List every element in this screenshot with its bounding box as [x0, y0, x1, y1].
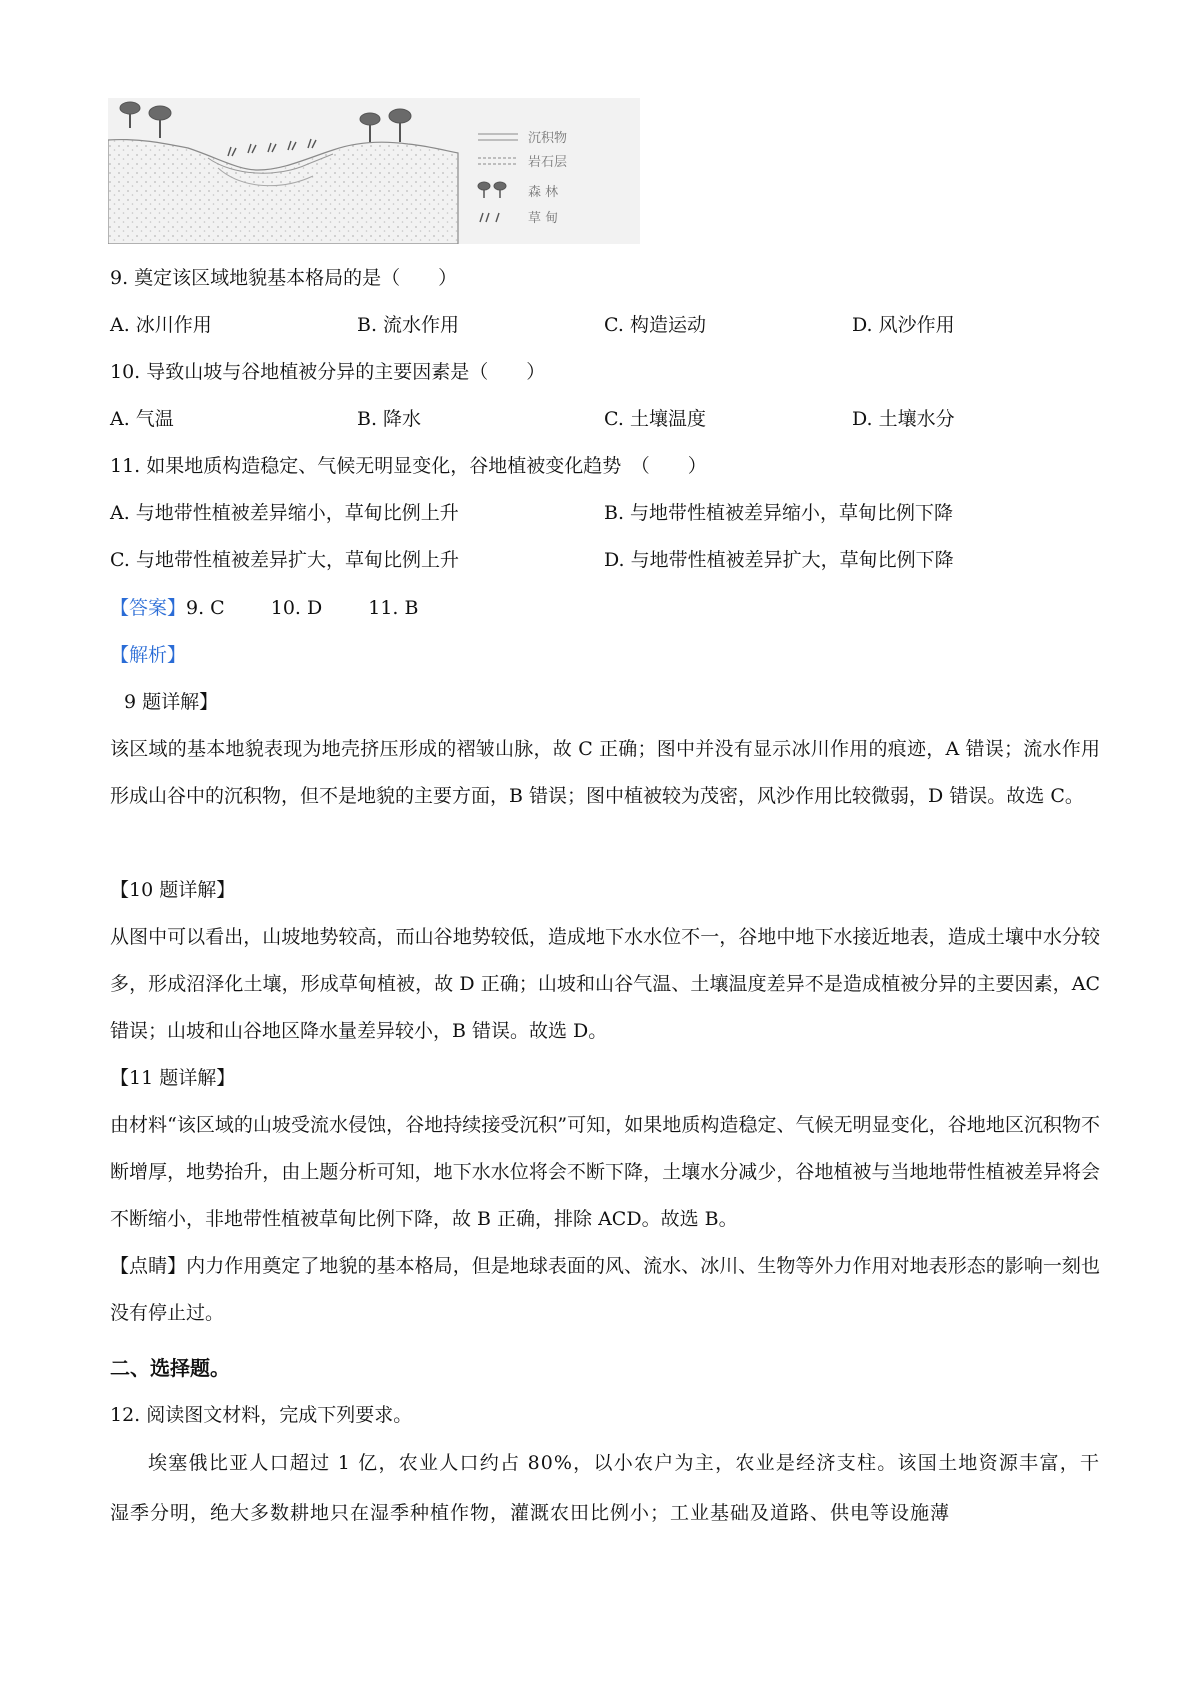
legend-forest-label: 森 林: [528, 185, 559, 200]
q11-option-b[interactable]: B. 与地带性植被差异缩小，草甸比例下降: [604, 502, 954, 524]
section-2-title: 二、选择题。: [110, 1356, 230, 1380]
detail-10-text: 从图中可以看出，山坡地势较高，而山谷地势较低，造成地下水水位不一，谷地中地下水接近地表，造成土壤中水分较多，形成沼泽化土壤，形成草甸植被，故 D 正确；山坡和山谷气温、土壤温度差异不是造成植被分异的主要因素，AC 错误；山坡和山谷地区降水量差异较小，B 错误。故选 D。: [110, 926, 1100, 1042]
answer-10: 10. D: [270, 597, 323, 619]
q11-option-c[interactable]: C. 与地带性植被差异扩大，草甸比例上升: [110, 549, 459, 571]
question-12-material: 埃塞俄比亚人口超过 1 亿，农业人口约占 80%，以小农户为主，农业是经济支柱。该国土地资源丰富，干湿季分明，绝大多数耕地只在湿季种植作物，灌溉农田比例小；工业基础及道路、供电等设施薄: [110, 1452, 1100, 1524]
q10-option-c[interactable]: C. 土壤温度: [604, 408, 706, 430]
q10-option-a[interactable]: A. 气温: [110, 408, 174, 430]
valley-cross-section-figure: [108, 98, 640, 244]
q9-option-d[interactable]: D. 风沙作用: [852, 314, 955, 336]
question-9-stem: 9. 奠定该区域地貌基本格局的是（ ）: [110, 267, 458, 289]
q9-option-c[interactable]: C. 构造运动: [604, 314, 706, 336]
detail-11-text: 由材料“该区域的山坡受流水侵蚀，谷地持续接受沉积”可知，如果地质构造稳定、气候无明显变化，谷地地区沉积物不断增厚，地势抬升，由上题分析可知，地下水水位将会不断下降，土壤水分减少，谷地植被与当地地带性植被差异将会不断缩小，非地带性植被草甸比例下降，故 B 正确，排除 ACD。故选 B。: [110, 1114, 1100, 1230]
legend-rock-label: 岩石层: [528, 155, 568, 170]
question-11-stem: 11. 如果地质构造稳定、气候无明显变化，谷地植被变化趋势 （ ）: [110, 455, 707, 477]
q10-option-b[interactable]: B. 降水: [357, 408, 422, 430]
point-text: 内力作用奠定了地貌的基本格局，但是地球表面的风、流水、冰川、生物等外力作用对地表形态的影响一刻也没有停止过。: [110, 1255, 1100, 1324]
q9-option-a[interactable]: A. 冰川作用: [110, 314, 212, 336]
q9-option-b[interactable]: B. 流水作用: [357, 314, 460, 336]
detail-10-title: 【10 题详解】: [110, 879, 236, 901]
question-12-stem: 12. 阅读图文材料，完成下列要求。: [110, 1404, 413, 1426]
q11-option-d[interactable]: D. 与地带性植被差异扩大，草甸比例下降: [604, 549, 954, 571]
detail-9-title: 9 题详解】: [124, 691, 219, 713]
detail-11-title: 【11 题详解】: [110, 1067, 236, 1089]
answer-tag: 【答案】: [110, 597, 187, 619]
legend-sediment-label: 沉积物: [528, 131, 568, 146]
point-tag: 【点睛】: [110, 1255, 187, 1277]
legend-meadow-label: 草 甸: [528, 211, 559, 226]
answer-9: 9. C: [186, 597, 225, 619]
q10-option-d[interactable]: D. 土壤水分: [852, 408, 955, 430]
point-paragraph: [110, 1243, 1100, 1337]
cross-section-svg: [108, 98, 640, 244]
answer-11: 11. B: [368, 597, 419, 619]
analysis-tag: 【解析】: [110, 644, 187, 666]
detail-9-text: 该区域的基本地貌表现为地壳挤压形成的褶皱山脉，故 C 正确；图中并没有显示冰川作用的痕迹，A 错误；流水作用形成山谷中的沉积物，但不是地貌的主要方面，B 错误；图中植被较为茂密，风沙作用比较微弱，D 错误。故选 C。: [110, 738, 1100, 807]
question-10-stem: 10. 导致山坡与谷地植被分异的主要因素是（ ）: [110, 361, 546, 383]
answer-line: [110, 596, 418, 620]
q11-option-a[interactable]: A. 与地带性植被差异缩小，草甸比例上升: [110, 502, 459, 524]
